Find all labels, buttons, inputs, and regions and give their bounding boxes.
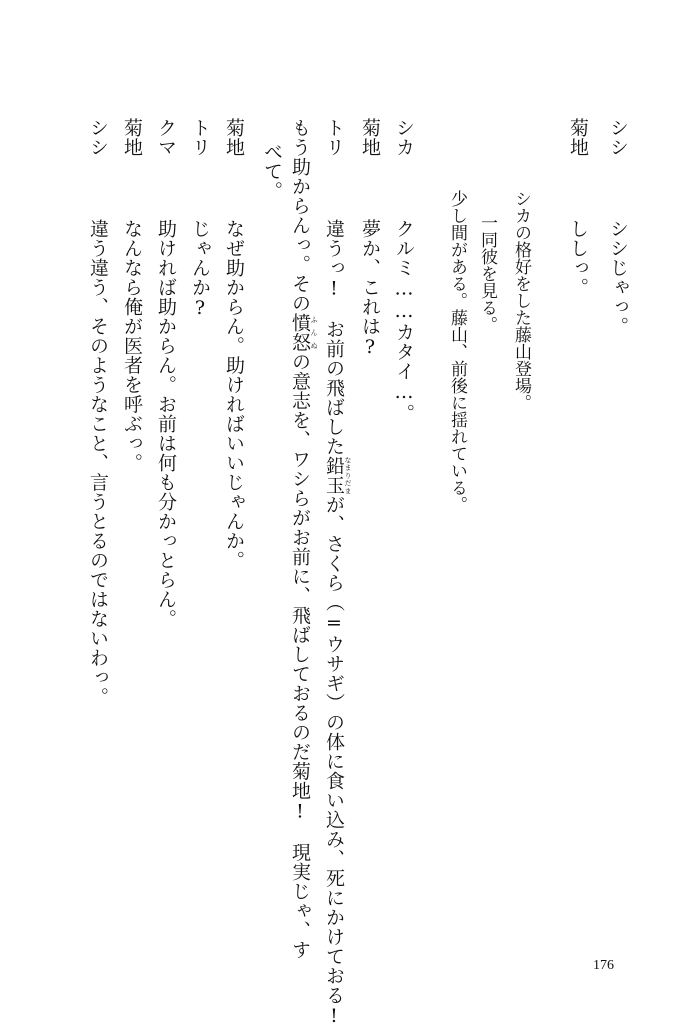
dialogue-line xyxy=(154,118,178,629)
speaker-name: トリ xyxy=(323,118,345,157)
dialogue-line xyxy=(86,118,110,707)
speaker-name: シカ xyxy=(393,118,415,157)
dialogue-text: ししっ。 xyxy=(567,219,589,297)
dialogue-line xyxy=(606,118,630,336)
dialogue-text: なぜ助からん。助ければいいじゃんか。 xyxy=(223,219,245,570)
speaker-name: 菊地 xyxy=(359,118,381,157)
dialogue-text: もう助からんっ。その xyxy=(289,118,311,313)
dialogue-text: 違う違う、そのようなこと、言うとるのではないわっ。 xyxy=(87,219,109,707)
speaker-name: クマ xyxy=(155,118,177,157)
dialogue-text: 夢か、これは? xyxy=(359,219,381,359)
dialogue-text: 助ければ助からん。お前は何も分かっとらん。 xyxy=(155,219,177,629)
dialogue-line xyxy=(358,118,382,359)
speaker-name: シシ xyxy=(87,118,109,157)
dialogue-line xyxy=(392,118,416,423)
dialogue-text: シシじゃっ。 xyxy=(607,219,629,336)
dialogue-continuation xyxy=(288,118,318,960)
stage-direction: 少し間がある。藤山、前後に揺れている。 xyxy=(447,190,467,513)
speaker-name: 菊地 xyxy=(567,118,589,157)
speaker-name: トリ xyxy=(189,118,211,157)
dialogue-text: なんなら俺が医者を呼ぶっ。 xyxy=(121,219,143,473)
dialogue-text: じゃんか? xyxy=(189,219,211,320)
dialogue-text: が、さくら（=ウサギ）の体に食い込み、死にかけておる! xyxy=(323,495,345,1028)
stage-direction: シカの格好をした藤山登場。 xyxy=(511,190,531,411)
dialogue-line xyxy=(188,118,212,320)
stage-direction: 一同彼を見る。 xyxy=(477,214,497,333)
dialogue-line xyxy=(322,118,352,1028)
dialogue-line xyxy=(120,118,144,473)
dialogue-line xyxy=(222,118,246,570)
speaker-name: 菊地 xyxy=(121,118,143,157)
dialogue-text: べて。 xyxy=(261,142,283,201)
dialogue-continuation xyxy=(260,142,284,201)
speaker-name: シシ xyxy=(607,118,629,157)
dialogue-text: 違うっ! お前の飛ばした xyxy=(323,219,345,456)
page-number: 176 xyxy=(593,958,614,973)
speaker-name: 菊地 xyxy=(223,118,245,157)
dialogue-line xyxy=(566,118,590,297)
ruby-word: 憤怒 ふんぬ xyxy=(289,313,318,352)
dialogue-text: の意志を、ワシらがお前に、飛ばしておるのだ菊地! 現実じゃ、す xyxy=(289,352,311,960)
dialogue-text: クルミ……カタイ…。 xyxy=(393,219,415,423)
ruby-word: 鉛玉 なまりだま xyxy=(323,456,352,495)
